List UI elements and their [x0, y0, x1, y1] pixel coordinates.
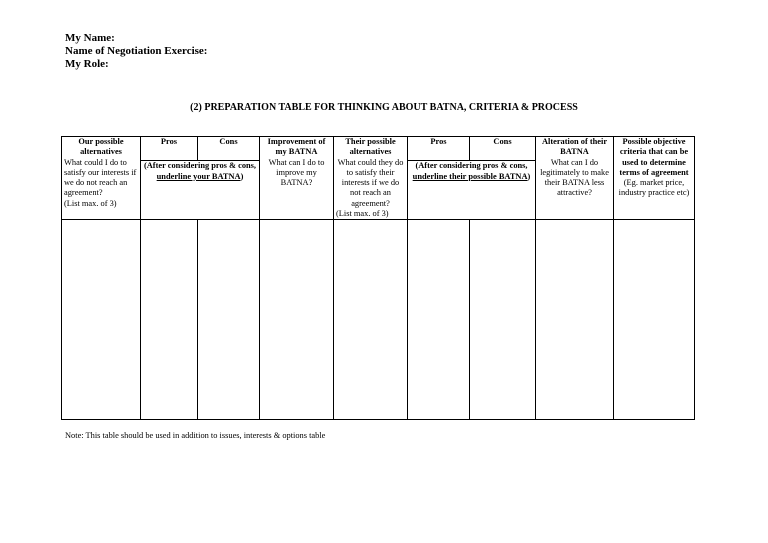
- cons-header-2: Cons: [470, 137, 536, 161]
- cons-entry-1[interactable]: [198, 220, 260, 420]
- footnote: Note: This table should be used in addition to issues, interests & options table: [65, 431, 326, 440]
- improvement-batna-desc: What can I do to improve my BATNA?: [268, 157, 325, 188]
- page-title: (2) PREPARATION TABLE FOR THINKING ABOUT BATNA, CRITERIA & PROCESS: [190, 102, 578, 113]
- our-alternatives-note: (List max. of 3): [64, 198, 117, 208]
- preparation-table: [61, 136, 695, 420]
- our-alternatives-header-cell: [62, 137, 141, 220]
- pros-header-1: Pros: [141, 137, 198, 161]
- their-alternatives-note: (List max. of 3): [336, 209, 389, 219]
- pros-entry-1[interactable]: [141, 220, 198, 420]
- objective-criteria-title: Possible objective criteria that can be used to determine terms of agreement: [619, 137, 689, 177]
- pros-cons-note-2-post: ): [527, 171, 531, 181]
- pros-cons-note-1: [141, 161, 260, 220]
- objective-criteria-desc: (Eg. market price, industry practice etc): [618, 178, 690, 198]
- my-role-label: My Role:: [65, 58, 109, 70]
- alteration-batna-entry[interactable]: [536, 220, 614, 420]
- entry-row: [62, 220, 695, 420]
- their-alternatives-header-cell: [334, 137, 408, 220]
- pros-cons-note-1-underline: underline your BATNA: [156, 171, 241, 181]
- pros-cons-note-1-post: ): [240, 171, 244, 181]
- improvement-batna-title: Improvement of my BATNA: [267, 137, 326, 157]
- pros-entry-2[interactable]: [408, 220, 470, 420]
- exercise-name-label: Name of Negotiation Exercise:: [65, 45, 208, 57]
- form-header: [65, 32, 207, 71]
- my-name-label: My Name:: [65, 32, 115, 44]
- their-alternatives-title: Their possible alternatives: [345, 137, 396, 157]
- cons-header-1: Cons: [198, 137, 260, 161]
- pros-cons-note-2-pre: (After considering pros & cons,: [415, 161, 528, 171]
- objective-criteria-header-cell: [614, 137, 695, 220]
- objective-criteria-entry[interactable]: [614, 220, 695, 420]
- pros-cons-note-1-pre: (After considering pros & cons,: [143, 161, 257, 171]
- alteration-batna-header-cell: [536, 137, 614, 220]
- improvement-batna-entry[interactable]: [260, 220, 334, 420]
- their-alternatives-entry[interactable]: [334, 220, 408, 420]
- our-alternatives-title: Our possible alternatives: [78, 137, 124, 157]
- our-alternatives-entry[interactable]: [62, 220, 141, 420]
- alteration-batna-desc: What can I do legitimately to make their BATNA less attractive?: [540, 157, 609, 198]
- pros-cons-note-2: [408, 161, 536, 220]
- improvement-batna-header-cell: [260, 137, 334, 220]
- pros-cons-note-2-underline: underline their possible BATNA: [412, 171, 528, 181]
- cons-entry-2[interactable]: [470, 220, 536, 420]
- their-alternatives-desc: What could they do to satisfy their interests if we do not reach an agreement?: [337, 157, 404, 208]
- pros-header-2: Pros: [408, 137, 470, 161]
- alteration-batna-title: Alteration of their BATNA: [541, 137, 608, 157]
- our-alternatives-desc: What could I do to satisfy our interests if we do not reach an agreement?: [64, 157, 137, 198]
